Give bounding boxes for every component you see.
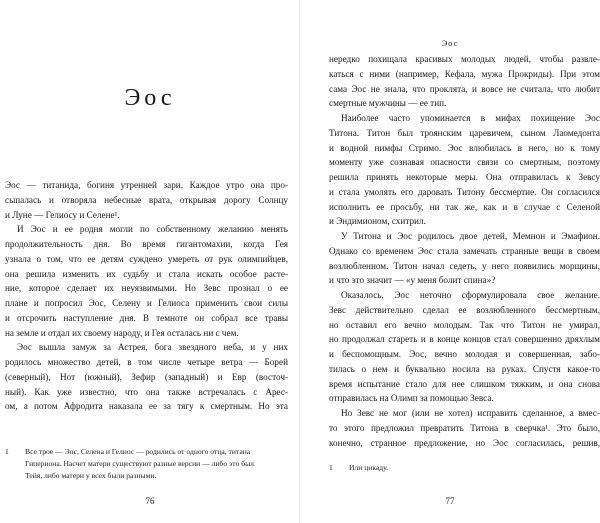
text-line: родилось множество детей, в том числе четыре ветра — Борей	[5, 357, 288, 367]
footnote-number: 1	[329, 463, 333, 472]
text-line: возлюбленном. Титон начал седеть, у него появились морщины,	[329, 260, 600, 271]
text-line: Эос — титанида, богиня утренней зари. Каждое утро она про-	[5, 180, 288, 190]
text-line: плане и попросил Эос, Селену и Гелиоса применить свои силы	[5, 298, 288, 308]
footnote-line: Гипериона. Насчет матери существуют разные версии — либо это был	[25, 459, 254, 468]
right-body-text	[329, 52, 600, 450]
text-line: то этого предложил превратить Титона в сверчка¹. Это было,	[329, 422, 600, 433]
text-line: и отсрочить наступление дня. В темноте он собрал все травы	[5, 312, 288, 323]
text-line: отправилась на Олимп за помощью Зевса.	[329, 393, 494, 404]
text-line: исполнить ее просьбу, ни так же, как и в случае с Селеной	[329, 201, 600, 212]
text-line: тилась о нем и буквально носила на руках. Спустя какое-то	[329, 363, 600, 374]
footnote-number: 1	[5, 447, 9, 456]
text-line: ом, а потом Афродита наказала ее за тягу к смертным. Но эта	[5, 401, 288, 412]
text-line: У Титона и Эос родилось двое детей, Мемнон и Эмафион.	[341, 231, 600, 241]
text-line: каться с ними (например, Кефала, мужа Прокриды). При этом	[329, 68, 600, 79]
right-page	[300, 0, 600, 523]
text-line: решила принять некоторые меры. Она отправилась к Зевсу	[329, 172, 600, 182]
text-line: и беспомощным. Эос, вечно молодая и совершенная, забо-	[329, 349, 600, 359]
text-line: Но Зевс не мог (или не хотел) исправить сделанное, а вмес-	[341, 408, 600, 418]
text-line: и Луне — Гелиосу и Селене¹.	[5, 209, 120, 220]
right-footnote	[329, 462, 600, 474]
text-line: узнала о том, что ее детям суждено умереть от рук олимпийцев,	[5, 253, 288, 264]
text-line: Оказалось, Эос неточно сформулировала свое желание.	[341, 290, 600, 300]
text-line: но продолжал стареть и в конце концов стал совершенно дряхлым	[329, 334, 600, 345]
footnote-line	[329, 462, 600, 474]
chapter-title: Эос	[124, 85, 176, 111]
text-line: Зевс действительно сделал ее возлюбленного бессмертным,	[329, 304, 600, 315]
text-line: сама Эос не знала, что проклята, и вовсе не считала, что любит	[329, 83, 600, 94]
text-line: и стала умолять его даровать Титону бессмертие. Он согласился	[329, 186, 600, 197]
text-line: (северный), Нот (южный), Зефир (западный) и Евр (восточ-	[5, 371, 288, 382]
text-line: продолжительность дня. Во время гигантомахии, когда Гея	[5, 239, 288, 249]
text-line: конечно, странное предложение, но Эос согласилась, решив,	[329, 437, 600, 448]
text-line: ный). Как уже известно, что она также встречалась с Арес-	[5, 386, 288, 397]
text-line: время испытание стало для нее слишком тяжким, и она снова	[329, 378, 600, 389]
text-line: и что это значит — «у меня болит спина»?	[329, 275, 496, 286]
text-line: смертные мужчины — ее тип.	[329, 98, 447, 109]
footnote-text: Все трое — Эос, Селена и Гелиос — родились от одного отца, титана	[25, 447, 251, 456]
footnote-line: Тейя, либо матери у всех были разными.	[25, 471, 157, 480]
footnote-text: Или цикаду.	[349, 463, 389, 472]
running-head: Эос	[441, 38, 459, 48]
text-line: нередко похищала красивых молодых людей, чтобы развле-	[329, 54, 600, 64]
text-line: Титона. Титон был троянским царевичем, сыном Лаомедонта	[329, 127, 600, 138]
text-line: моменту уже сознавая опасности связи со смертным, поэтому	[329, 157, 600, 168]
text-line: она решила изменить их судьбу и стала искать особое расте-	[5, 268, 288, 279]
left-body-text	[5, 178, 288, 414]
page-number-left: 76	[145, 496, 155, 506]
text-line: Наиболее часто упоминается в мифах похищение Эос	[341, 113, 600, 123]
text-line: и Эндимионом, схитрил.	[329, 216, 426, 227]
text-line: но оставил его вечно молодым. Так что Титон не умирал,	[329, 319, 600, 330]
text-line: ние, которое сделает их неуязвимыми. Но Зевс прознал о ее	[5, 283, 288, 294]
text-line: Эос вышла замуж за Астрея, бога звездного неба, и у них	[17, 342, 288, 353]
text-line: сыпалась и отворяла небесные врата, открывая дорогу Солнцу	[5, 194, 288, 205]
text-line: на земле и отдал их своему народу, и Гея осталась ни с чем.	[5, 327, 239, 338]
page-number-right: 77	[445, 496, 455, 506]
footnote-line	[5, 446, 288, 458]
text-line: Однако со временем Эос стала замечать странные вещи в своем	[329, 245, 600, 256]
text-line: и водной нимфы Стримо. Эос влюбилась в него, но к тому	[329, 142, 600, 153]
text-line: И Эос и ее родня могли по собственному желанию менять	[17, 224, 288, 235]
left-footnote	[5, 446, 288, 482]
